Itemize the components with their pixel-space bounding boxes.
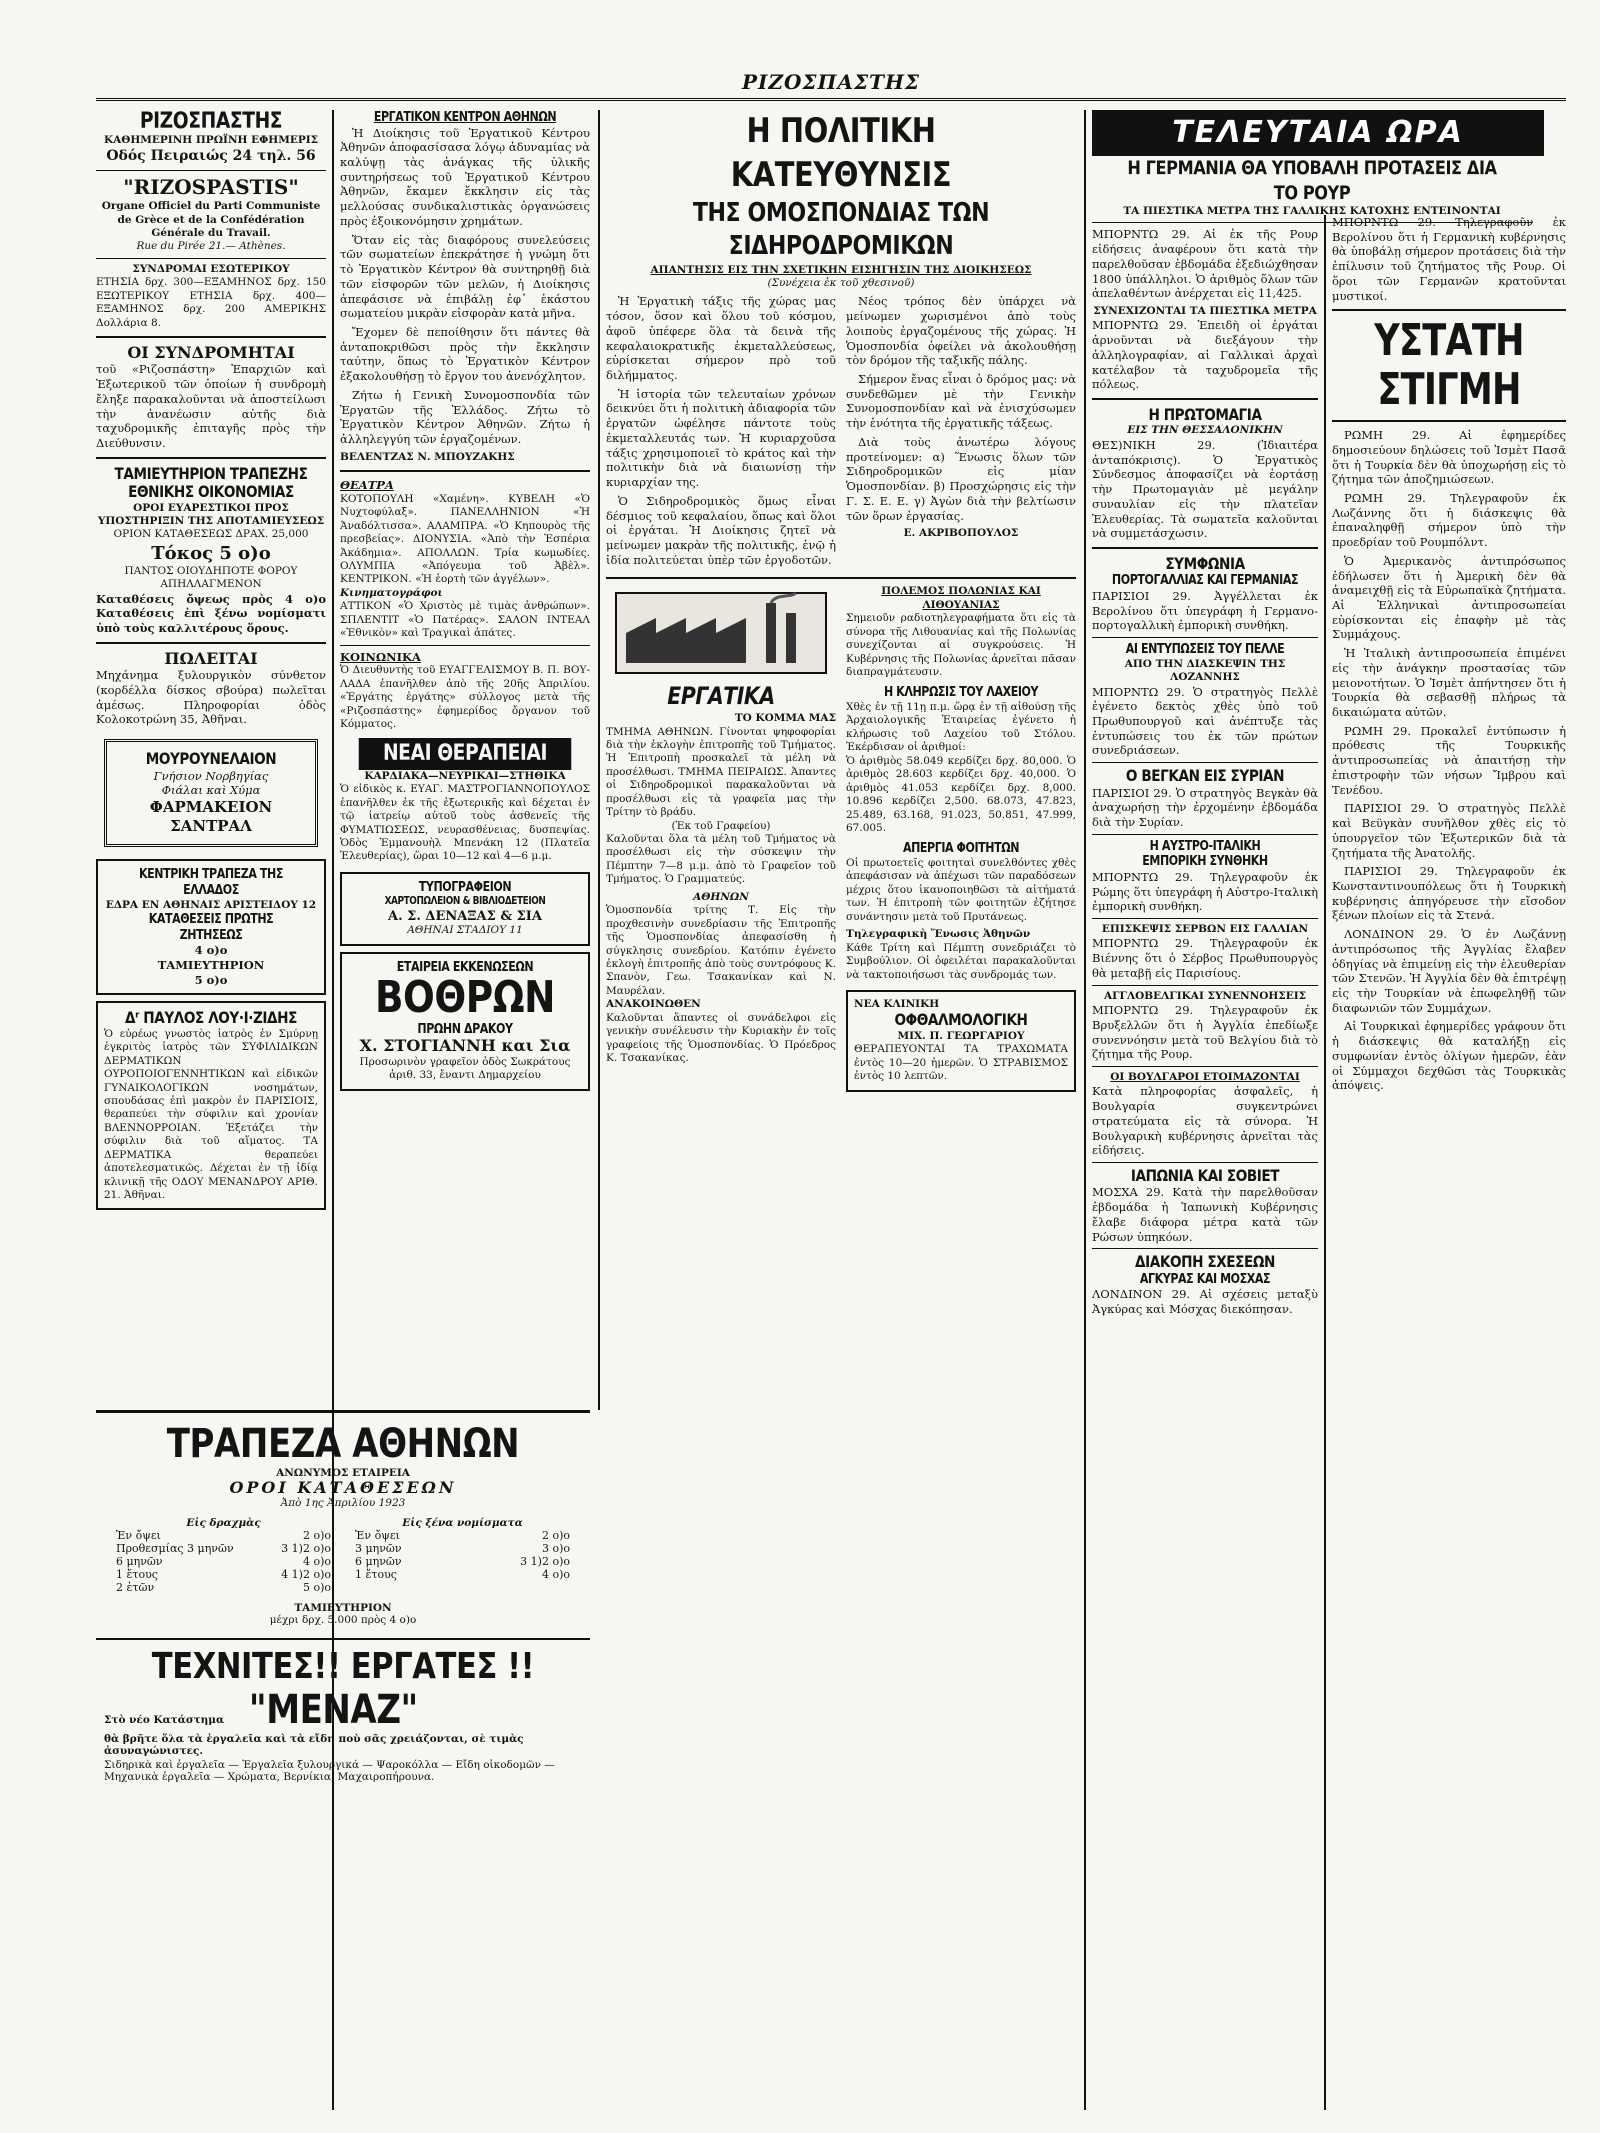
party-label: ΤΟ ΚΟΜΜΑ ΜΑΣ	[734, 712, 836, 725]
article-paragraph: Ἡ ἱστορία τῶν τελευταίων χρόνων δεικνύει ὅτι ἡ πολιτικὴ ἀδιαφορία τῶν ἐργατῶν ὠφέλησε πάντοτε τοὺς ἐκμεταλλευτάς των. Ἡ κυριαρχοῦσα τάξις χρησιμοποιεῖ τὸ κράτος καὶ τὴν πολιτικὴν διὰ νὰ διαιωνίσῃ τὴν κυριαρχίαν της.	[606, 386, 836, 490]
news-paragraph: Ἡ Ἰταλικὴ ἀντιπροσωπεία ἐπιμένει εἰς τὴν ἀνάγκην προστασίας τῶν μειονοτήτων. Ὁ Ἰσμὲτ ἀπήντησεν ὅτι ἡ Τουρκία θὰ σεβασθῇ πλήρως τὰ δικαιώματα αὐτῶν.	[1332, 646, 1566, 720]
divider	[96, 457, 326, 459]
cesspit-office: Προσωρινὸν γραφεῖον ὁδὸς Σωκράτους ἀριθ. 33, ἔναντι Δημαρχείου	[359, 1055, 571, 1082]
divider	[1092, 637, 1318, 638]
masthead: ΡΙΖΟΣΠΑΣΤΗΣ	[96, 70, 1566, 101]
lower-center	[606, 585, 1076, 1097]
cesspit-ad	[340, 952, 590, 1091]
lead-headline-2: ΤΗΣ ΟΜΟΣΠΟΝΔΙΑΣ ΤΩΝ ΣΙΔΗΡΟΔΡΟΜΙΚΩΝ	[692, 198, 990, 262]
rates-drachma-heading: Εἰς δραχμὰς	[186, 1517, 261, 1530]
news-paragraph: Αἱ Τουρκικαὶ ἐφημερίδες γράφουν ὅτι ἡ διάσκεψις θὰ καταλήξῃ εἰς συμφωνίαν ἐντὸς ὀλίγων ἡμερῶν, ἐὰν οἱ Σύμμαχοι δεχθῶσι τὰς Τουρκικὰς ἀπόψεις.	[1332, 1019, 1566, 1093]
french-subtitle: Organe Officiel du Parti Communiste de Grèce et de la Confédération Générale du Travail.	[101, 200, 321, 239]
lead-headline: Η ΠΟΛΙΤΙΚΗ ΚΑΤΕΥΘΥΝΣΙΣ	[730, 111, 952, 195]
theatre-text: ΚΟΤΟΠΟΥΛΗ «Χαμένη». ΚΥΒΕΛΗ «Ὁ Νυχτοφύλαξ». ΠΑΝΕΛΛΗΝΙΟΝ «Ἡ Ἀναδόλτισσα». ΑΛΑΜΠΡΑ. «Ὁ Κηπουρὸς τῆς πρεσβείας». ΔΙΟΝΥΣΙΑ. «Ἀπὸ τὴν Ἑσπέρια Ἀκάδημια». ΑΠΟΛΛΩΝ. Τρία κωμωδίες. ΟΛΥΜΠΙΑ «Ἀπόγευμα τοῦ Ἀβὲλ». ΚΕΝΤΡΙΚΟΝ. «Ἡ ἑορτὴ τῶν ἀγγέλων».	[340, 492, 590, 586]
rate-value: 4 ο)ο	[302, 1555, 331, 1569]
news-column	[846, 585, 1076, 1097]
workers-text2: θὰ βρῆτε ὅλα τὰ ἐργαλεῖα καὶ τὰ εἴδη ποὺ σᾶς χρειάζονται, σὲ τιμὰς ἀσυναγώνιστες.	[104, 1733, 524, 1758]
austro-sub: ΕΜΠΟΡΙΚΗ ΣΥΝΘΗΚΗ	[1142, 854, 1268, 870]
central-bank-seat: ΕΔΡΑ ΕΝ ΑΘΗΝΑΙΣ ΑΡΙΣΤΕΙΔΟΥ 12	[105, 898, 317, 911]
workers-text: Στὸ νέο Κατάστημα	[104, 1714, 225, 1727]
lead-news-text: ΜΠΟΡΝΤΩ 29. Αἱ ἐκ τῆς Ρουρ εἰδήσεις ἀναφέρουν ὅτι κατὰ τὴν παρελθοῦσαν ἑβδομάδα ἐξεδιώχθησαν 1800 ὑπάλληλοι. Ὁ ἀριθμὸς ὅλων τῶν ἀπελαθέντων ἀνέρχεται εἰς 11,425.	[1092, 227, 1318, 301]
poland-heading: ΠΟΛΕΜΟΣ ΠΟΛΩΝΙΑΣ ΚΑΙ ΛΙΘΟΥΑΝΙΑΣ	[881, 585, 1041, 611]
austro-text: ΜΠΟΡΝΤΩ 29. Τηλεγραφοῦν ἐκ Ρώμης ὅτι ὑπεγράφη ἡ Αὐστρο-Ιταλικὴ ἐμπορικὴ συνθήκη.	[1092, 869, 1318, 914]
doctor-text: Ὁ εὐρέως γνωστὸς ἰατρὸς ἐν Σμύρνῃ ἐγκριτὸς ἰατρὸς τῶν ΣΥΦΙΛΙΔΙΚΩΝ ΔΕΡΜΑΤΙΚΩΝ ΟΥΡΟΠΟΙΟΓΕΝΝΗΤΙΚΩΝ καὶ εἰδικῶν ΓΥΝΑΙΚΟΛΟΓΙΚΩΝ νοσημάτων, σπουδάσας ἐπὶ μακρὸν ἐν ΠΑΡΙΣΙΟΙΣ, θεραπεύει τὴν σύφιλιν καὶ χρονίαν ΒΛΕΝΝΟΡΡΟΙΑΝ. Ἐξετάζει τὴν σύφιλιν διὰ τοῦ αἵματος. ΤΑ ΔΕΡΜΑΤΙΚΑ θεραπεύει ἀποτελεσματικῶς. Δέχεται ἐν τῇ ἰδίᾳ κλινικῇ τῆς ΟΔΟΥ ΜΕΝΑΝΔΡΟΥ ΑΡΙΘ. 21. Ἀθῆναι.	[104, 1027, 318, 1201]
divider	[1092, 985, 1318, 986]
lead-news-heading: Η ΓΕΡΜΑΝΙΑ ΘΑ ΥΠΟΒΑΛΗ ΠΡΟΤΑΣΕΙΣ ΔΙΑ ΤΟ ΡΟΥΡ	[1127, 157, 1497, 204]
poland-text: Σημειοῦν ραδιοτηλεγραφήματα ὅτι εἰς τὰ σύνορα τῆς Λιθουανίας καὶ τῆς Πολωνίας συνεχίζονται αἱ συγκρούσεις. Ἡ Κυβέρνησις τῆς Πολωνίας ἀρνεῖται πᾶσαν διαπραγμάτευσιν.	[846, 612, 1076, 678]
printing-sub: ΧΑΡΤΟΠΩΛΕΙΟΝ & ΒΙΒΛΙΟΔΕΤΕΙΟΝ	[384, 895, 546, 908]
divider	[340, 645, 590, 646]
lead-subhead: ΑΠΑΝΤΗΣΙΣ ΕΙΣ ΤΗΝ ΣΧΕΤΙΚΗΝ ΕΙΣΗΓΗΣΙΝ ΤΗΣ ΔΙΟΙΚΗΣΕΩΣ	[650, 263, 1032, 276]
rate-value: 2 ο)ο	[302, 1529, 331, 1543]
weygand-text: ΠΑΡΙΣΙΟΙ 29. Ὁ στρατηγὸς Βεγκὰν θὰ ἀναχωρήσῃ τὴν ἐρχομένην ἑβδομάδα διὰ τὴν Συρίαν.	[1092, 785, 1318, 829]
subscriptions-text: ΕΤΗΣΙΑ δρχ. 300—ΕΞΑΜΗΝΟΣ δρχ. 150 ΕΞΩΤΕΡΙΚΟΥ ΕΤΗΣΙΑ δρχ. 400—ΕΞΑΜΗΝΟΣ δρχ. 200 ΑΜΕΡΙΚΗΣ Δολλάρια 8.	[96, 276, 326, 329]
rate-label: 1 ἔτους	[116, 1568, 158, 1582]
cinema-heading: Κινηματογράφοι	[340, 586, 443, 599]
ergatika-logo: ΕΡΓΑΤΙΚΑ	[667, 682, 775, 711]
pact-text: ΠΑΡΙΣΙΟΙ 29. Ἀγγέλλεται ἐκ Βερολίνου ὅτι ὑπεγράφη ἡ Γερμανο-πορτογαλλικὴ ἐμπορικὴ συνθήκη.	[1092, 588, 1318, 633]
bulgar-text: Κατὰ πληροφορίας ἀσφαλεῖς, ἡ Βουλγαρία συγκεντρώνει στρατεύματα εἰς τὰ σύνορα. Ἡ Βουλγαρικὴ κυβέρνησις ἀρνεῖται τὰς εἰδήσεις.	[1092, 1084, 1318, 1158]
rate-row	[116, 1568, 331, 1581]
deposit-terms: ΟΡΟΙ ΚΑΤΑΘΕΣΕΩΝ	[229, 1478, 457, 1497]
ophthalmology-text: ΘΕΡΑΠΕΥΟΝΤΑΙ ΤΑ ΤΡΑΧΩΜΑΤΑ ἐντὸς 10—20 ἡμερῶν. Ὁ ΣΤΡΑΒΙΣΜΟΣ ἐντὸς 10 λεπτῶν.	[854, 1043, 1068, 1083]
central-bank-deposits: ΚΑΤΑΘΕΣΕΙΣ ΠΡΩΤΗΣ ΖΗΤΗΣΕΩΣ	[148, 912, 274, 943]
rate-row	[116, 1555, 331, 1568]
social-text: Ὁ Διευθυντὴς τοῦ ΕΥΑΓΓΕΛΙΣΜΟΥ Β. Π. ΒΟΥ-ΛΑΔΑ ἐπανῆλθεν ἀπὸ τῆς 20ῆς Ἀπριλίου. «Ἐργάτης ἐργάτης» σύλλογος μετὰ τῆς «Ριζοσπάστης» ἐφημερίδος ὄργανον τοῦ Κόμματος.	[340, 664, 590, 731]
divider	[1092, 1162, 1318, 1163]
rate-row	[355, 1542, 570, 1555]
murunelaion-sub: Γνήσιον Νορβηγίας	[153, 768, 269, 783]
divider	[96, 170, 326, 171]
printing-address: ΑΘΗΝΑΙ ΣΤΑΔΙΟΥ 11	[407, 924, 523, 937]
bulgar-heading: ΟΙ ΒΟΥΛΓΑΡΟΙ ΕΤΟΙΜΑΖΟΝΤΑΙ	[1110, 1070, 1300, 1083]
central-bank-name: ΚΕΝΤΡΙΚΗ ΤΡΑΠΕΖΑ ΤΗΣ ΕΛΛΑΔΟΣ	[139, 867, 283, 898]
rate-label: Ἐν ὄψει	[116, 1529, 161, 1543]
lottery-heading: Η ΚΛΗΡΩΣΙΣ ΤΟΥ ΛΑΧΕΙΟΥ	[883, 685, 1039, 701]
divider	[1092, 1066, 1318, 1067]
divider	[1092, 834, 1318, 835]
news-paragraph: ΡΩΜΗ 29. Αἱ ἐφημερίδες δημοσιεύουν δηλώσεις τοῦ Ἰσμὲτ Πασᾶ ὅτι ἡ Τουρκία δὲν θὰ ὑποχωρήσῃ εἰς τὸ ζήτημα τῶν ἀποζημιώσεων.	[1332, 428, 1566, 487]
break-heading: ΔΙΑΚΟΠΗ ΣΧΕΣΕΩΝ	[1135, 1252, 1275, 1272]
social-heading: ΚΟΙΝΩΝΙΚΑ	[340, 649, 421, 664]
central-bank-rate2: 5 ο)ο	[194, 972, 228, 987]
serbo-heading: ΕΠΙΣΚΕΨΙΣ ΣΕΡΒΩΝ ΕΙΣ ΓΑΛΛΙΑΝ	[1101, 923, 1309, 936]
rate-value: 3 ο)ο	[541, 1542, 570, 1556]
new-therapies-sub: ΚΑΡΔΙΑΚΑ—ΝΕΥΡΙΚΑΙ—ΣΤΗΘΙΚΑ	[364, 769, 566, 782]
paper-subtitle: ΚΑΘΗΜΕΡΙΝΗ ΠΡΩΪΝΗ ΕΦΗΜΕΡΙΣ	[103, 134, 319, 147]
break-text: ΛΟΝΔΙΝΟΝ 29. Αἱ σχέσεις μεταξὺ Ἀγκύρας καὶ Μόσχας διεκόπησαν.	[1092, 1287, 1318, 1316]
news-paragraph: ΛΟΝΔΙΝΟΝ 29. Ὁ ἐν Λωζάννῃ ἀντιπρόσωπος τῆς Ἀγγλίας ἔλαβεν ὁδηγίας νὰ ἐπιμείνῃ εἰς τὴν ἐλευθερίαν τῶν Στενῶν. Ἡ Ἀγγλία δὲν θὰ ἐπιτρέψῃ εἰς τὴν Τουρκίαν νὰ ἐπωφεληθῇ τῶν διαφωνιῶν τῶν Συμμάχων.	[1332, 927, 1566, 1015]
lead-article-left	[606, 294, 836, 571]
rates-foreign	[355, 1517, 570, 1594]
column-3	[606, 110, 1076, 2110]
for-sale-text: Μηχάνημα ξυλουργικὸν σύνθετον (κορδέλλα δίσκος σβούρα) πωλεῖται ἀμέσως. Πληροφορίαι ὁδὸς Κολοκοτρώνη 35, Ἀθῆναι.	[96, 668, 326, 727]
subscriptions-heading: ΣΥΝΔΡΟΜΑΙ ΕΣΩΤΕΡΙΚΟΥ	[132, 262, 290, 275]
labour-centre-title: ΕΡΓΑΤΙΚΟΝ ΚΕΝΤΡΟΝ ΑΘΗΝΩΝ	[373, 110, 557, 125]
savings-bank-rate: Τόκος 5 ο)ο	[151, 542, 271, 564]
article-paragraph: Ὁ Σιδηροδρομικὸς ὅμως εἶναι δέσμιος τοῦ κεφαλαίου, ὅπως καὶ ὅλοι οἱ ἐργάται. Ἡ Διοίκησις ζητεῖ νὰ μείνωμεν μακρὰν τῆς πολιτικῆς, ἐνῷ ἡ ἰδία πολιτεύεται ὑπὲρ τῶν ἐργοδοτῶν.	[606, 493, 836, 567]
rates-table	[116, 1517, 570, 1594]
finance-text: ΜΠΟΡΝΤΩ 29. Τηλεγραφοῦν ἐκ Βρυξελλῶν ὅτι ἡ Ἀγγλία ἐπεδίωξε συνεννόησιν μετὰ τοῦ Βελγίου διὰ τὸ ζήτημα τῆς Ρουρ.	[1092, 1003, 1318, 1062]
rate-row	[355, 1529, 570, 1542]
weygand-heading: Ο ΒΕΓΚΑΝ ΕΙΣ ΣΥΡΙΑΝ	[1125, 766, 1285, 786]
ophthalmology-ad	[846, 990, 1076, 1092]
paper-title: ΡΙΖΟΣΠΑΣΤΗΣ	[139, 109, 283, 134]
athens-bank-type: ΑΝΩΝΥΜΟΣ ΕΤΑΙΡΕΙΑ	[276, 1467, 410, 1479]
rate-label: 3 μηνῶν	[355, 1542, 402, 1556]
divider	[1332, 420, 1566, 422]
cesspit-heading: ΕΤΑΙΡΕΙΑ ΕΚΚΕΝΩΣΕΩΝ	[396, 959, 534, 975]
finance-heading: ΑΓΓΛΟΒΕΛΓΙΚΑΙ ΣΥΝΕΝΝΟΗΣΕΙΣ	[1103, 989, 1307, 1002]
rate-row	[355, 1555, 570, 1568]
savings-bank-sub: ΟΡΟΙ ΕΥΑΡΕΣΤΙΚΟΙ ΠΡΟΣ ΥΠΟΣΤΗΡΙΞΙΝ ΤΗΣ ΑΠΟΤΑΜΙΕΥΣΕΩΣ	[97, 501, 325, 527]
article-paragraph: Σήμερον ἔνας εἶναι ὁ δρόμος μας: νὰ συνδεθῶμεν μὲ τὴν Γενικὴν Συνομοσπονδίαν καὶ νὰ ἐνισχύσωμεν τὴν ἑνότητα τῆς ἐργατικῆς τάξεως.	[846, 372, 1076, 431]
column-rule	[1084, 110, 1086, 2110]
lead-news-sub: ΤΑ ΠΙΕΣΤΙΚΑ ΜΕΤΡΑ ΤΗΣ ΓΑΛΛΙΚΗΣ ΚΑΤΟΧΗΣ ΕΝΤΕΙΝΟΝΤΑΙ	[1123, 205, 1501, 218]
divider	[1092, 547, 1318, 549]
athens-heading: ΑΘΗΝΩΝ	[693, 890, 749, 903]
french-address: Rue du Pirée 21.— Athènes.	[136, 240, 286, 253]
savings-bank-heading: ΤΑΜΙΕΥΤΗΡΙΟΝ ΤΡΑΠΕΖΗΣ ΕΘΝΙΚΗΣ ΟΙΚΟΝΟΜΙΑΣ	[114, 463, 308, 502]
paper-address: Οδός Πειραιώς 24 τηλ. 56	[106, 147, 316, 164]
cesspit-big: ΒΟΘΡΩΝ	[374, 972, 556, 1024]
divider	[96, 642, 326, 644]
ophthalmology-clinic: ΝΕΑ ΚΛΙΝΙΚΗ	[854, 997, 940, 1010]
divider	[606, 577, 1076, 579]
savings-bank-limit: ΟΡΙΟΝ ΚΑΤΑΘΕΣΕΩΣ ΔΡΑΧ. 25,000	[113, 528, 309, 541]
menaz-brand: "ΜΕΝΑΖ"	[248, 1687, 418, 1734]
pelle-text: ΜΠΟΡΝΤΩ 29. Ὁ στρατηγὸς Πελλὲ ἐγένετο δεκτὸς χθὲς ὑπὸ τοῦ Πρωθυπουργοῦ καὶ ἀνέπτυξε τὰς ἐντυπώσεις του ἐκ τῶν πρώτων συνεδριάσεων.	[1092, 684, 1318, 758]
rate-row	[116, 1581, 331, 1594]
cesspit-sub: ΠΡΩΗΝ ΔΡΑΚΟΥ	[417, 1021, 513, 1037]
rate-row	[355, 1568, 570, 1581]
murunelaion-title: ΜΟΥΡΟΥΝΕΛΑΙΟΝ	[145, 749, 277, 769]
new-therapies-text: Ὁ εἰδικὸς κ. ΕΥΑΓ. ΜΑΣΤΡΟΓΙΑΝΝΟΠΟΥΛΟΣ ἐπανῆλθεν ἐκ τῆς ἐξωτερικῆς καὶ δέχεται ἐν τῷ ἰατρείῳ αὐτοῦ τοὺς ἀσθενεῖς τῆς ΦΥΜΑΤΙΩΣΕΩΣ, νευρασθένειας, δυσπεψίας. Ὁδὸς Ἐμμανουὴλ Μπενάκη 12 (Πλατεῖα Ἐλευθερίας), ὥραι 10—12 καὶ 4—6 μ.μ.	[340, 783, 590, 863]
party-office: (Ἐκ τοῦ Γραφείου)	[671, 819, 771, 832]
column-rule	[598, 110, 600, 1410]
strike-text: Οἱ πρωτοετεῖς φοιτηταὶ συνελθόντες χθὲς ἀπεφάσισαν νὰ ἀπέχωσι τῶν παραδόσεων μέχρις ὅτου ἱκανοποιηθῶσι τὰ αἰτήματά των. Ἡ ἐπιτροπὴ τῶν φοιτητῶν ἐζήτησε συνάντησιν μετὰ τοῦ Πρυτάνεως.	[846, 857, 1076, 923]
pact-sub: ΠΟΡΤΟΓΑΛΛΙΑΣ ΚΑΙ ΓΕΡΜΑΝΙΑΣ	[1111, 573, 1299, 589]
terms-date: Ἀπὸ 1ης Ἀπριλίου 1923	[280, 1497, 406, 1510]
rate-row	[116, 1542, 331, 1555]
news-text: ΜΠΟΡΝΤΩ 29. Τηλεγραφοῦν ἐκ Βερολίνου ὅτι ἡ Γερμανικὴ κυβέρνησις θὰ ὑποβάλῃ σήμερον προτάσεις διὰ τὴν ἐπίλυσιν τοῦ ζητήματος τῆς Ρουρ. Οἱ ὅροι τῶν Γερμανῶν κρατοῦνται μυστικοί.	[1332, 215, 1566, 303]
pelle-heading: ΑΙ ΕΝΤΥΠΩΣΕΙΣ ΤΟΥ ΠΕΛΛΕ	[1125, 642, 1285, 658]
rate-label: 1 ἔτους	[355, 1568, 397, 1582]
article-paragraph: Νέος τρόπος δὲν ὑπάρχει νὰ μείνωμεν χωρισμένοι ἀπὸ τοὺς λοιποὺς ἐργαζομένους τῆς χώρας. Ἡ Ὁμοσπονδία ὀφείλει νὰ ἀκολουθήσῃ τὸν δρόμον τῆς ταξικῆς πάλης.	[846, 294, 1076, 368]
new-therapies-heading: ΝΕΑΙ ΘΕΡΑΠΕΙΑΙ	[359, 738, 572, 770]
article-paragraph: Ζήτω ἡ Γενικὴ Συνομοσπονδία τῶν Ἐργατῶν τῆς Ἑλλάδος. Ζήτω τὸ Ἐργατικὸν Κέντρον Ἀθηνῶν. Ζήτω ἡ ἀλληλεγγύη τῶν ἐργαζομένων.	[340, 387, 590, 446]
article-paragraph: Ἡ Διοίκησις τοῦ Ἐργατικοῦ Κέντρου Ἀθηνῶν ἀποφασίσασα λόγῳ ἀδυναμίας νὰ καλύψῃ τὰς ἀνάγκας τῆς ὑλικῆς συντηρήσεως τοῦ Ἐργατικοῦ Κέντρου Ἀθηνῶν, ἔκαμεν ἔκκλησιν εἰς τὰς μελλούσας συνδικαλιστικὰς ὀργανώσεις πρὸς ἐξοικονόμησιν χρημάτων.	[340, 125, 590, 228]
printing-ad	[340, 872, 590, 946]
serbo-text: ΜΠΟΡΝΤΩ 29. Τηλεγραφοῦν ἐκ Βιέννης ὅτι ὁ Σέρβος Πρωθυπουργὸς θὰ μεταβῇ εἰς Παρισίους.	[1092, 936, 1318, 980]
savings-bank-text: Καταθέσεις ὄψεως πρὸς 4 ο)ο Καταθέσεις ἐπὶ ξένω νομίσματι ὑπὸ τοὺς καλλιτέρους ὅρους.	[96, 591, 326, 636]
divider	[96, 258, 326, 259]
rate-label: Ἐν ὄψει	[355, 1529, 400, 1543]
article-paragraph: Ἡ Ἐργατικὴ τάξις τῆς χώρας μας τόσον, ὅσον καὶ ὅλου τοῦ κόσμου, ἀφοῦ ὑπέφερε ὅλα τὰ δεινὰ τῆς κεφαλαιοκρατικῆς ἐκμεταλλεύσεως, εὑρίσκεται σήμερον πρὸ τοῦ διλήμματος.	[606, 294, 836, 383]
japan-text: ΜΟΣΧΑ 29. Κατὰ τὴν παρελθοῦσαν ἑβδομάδα ἡ Ἰαπωνικὴ Κυβέρνησις ἔλαβε διάφορα μέτρα κατὰ τῶν Ρώσων ὑπηκόων.	[1092, 1185, 1318, 1244]
austro-heading: Η ΑΥΣΤΡΟ-ΙΤΑΛΙΚΗ	[1149, 838, 1261, 854]
printing-heading: ΤΥΠΟΓΡΑΦΕΙΟΝ	[418, 879, 512, 895]
factory-icon	[616, 593, 826, 673]
news-paragraph: Ὁ Ἀμερικανὸς ἀντιπρόσωπος ἐδήλωσεν ὅτι ἡ Ἀμερικὴ δὲν θὰ ἀναμειχθῇ εἰς τὰ Εὐρωπαϊκὰ ζητήματα. Αἱ Ἑλληνικαὶ ἀντιπροσωπείαι εὑρίσκονται εἰς ἐπαφὴν μὲ τὰς Συμμάχους.	[1332, 553, 1566, 642]
french-title: "RIZOSPASTIS"	[123, 174, 299, 199]
last-moment-heading: ΥΣΤΑΤΗ ΣΤΙΓΜΗ	[1374, 315, 1524, 415]
rate-value: 4 1)2 ο)ο	[281, 1568, 331, 1582]
divider	[1092, 762, 1318, 763]
article-paragraph: Ἔχομεν δὲ πεποίθησιν ὅτι πάντες θὰ ἀνταποκριθῶσι πρὸς τὴν ἔκκλησιν ταύτην, ὅπως τὸ Ἐργατικὸν Κέντρον ἐξακολουθήσῃ τὸ ἔργον του ἀνενόχλητον.	[340, 324, 590, 384]
column-rule	[1324, 215, 1326, 2110]
central-bank-savings: ΤΑΜΙΕΥΤΗΡΙΟΝ	[157, 957, 265, 972]
divider	[340, 470, 590, 472]
measures-heading: ΣΥΝΕΧΙΖΟΝΤΑΙ ΤΑ ΠΙΕΣΤΙΚΑ ΜΕΤΡΑ	[1093, 305, 1317, 318]
central-bank-rate1: 4 ο)ο	[194, 943, 228, 958]
divider	[1092, 918, 1318, 919]
rate-value: 4 ο)ο	[541, 1568, 570, 1582]
rate-value: 3 1)2 ο)ο	[520, 1555, 570, 1569]
news-paragraph: ΡΩΜΗ 29. Προκαλεῖ ἐντύπωσιν ἡ πρόθεσις τῆς Τουρκικῆς ἀντιπροσωπείας νὰ ἀπαιτήσῃ τὴν ἐπιστροφὴν τῶν νήσων Ἴμβρου καὶ Τενέδου.	[1332, 723, 1566, 797]
telegraph-heading: Τηλεγραφικὴ Ἕνωσις Ἀθηνῶν	[846, 928, 1031, 941]
rate-label: 6 μηνῶν	[355, 1555, 402, 1569]
may-day-sub: ΕΙΣ ΤΗΝ ΘΕΣΣΑΛΟΝΙΚΗΝ	[1127, 424, 1283, 437]
announcement-heading: ΑΝΑΚΟΙΝΩΘΕΝ	[606, 998, 701, 1011]
divider	[96, 336, 326, 338]
rates-foreign-heading: Εἰς ξένα νομίσματα	[402, 1517, 523, 1530]
subscribers-heading: ΟΙ ΣΥΝΔΡΟΜΗΤΑΙ	[127, 343, 295, 363]
theatre-heading: ΘΕΑΤΡΑ	[340, 478, 394, 493]
news-paragraph: ΠΑΡΙΣΙΟΙ 29. Ὁ στρατηγὸς Πελλὲ καὶ Βεϋγκὰν συνῆλθον χθὲς εἰς τὸ ὑπουργεῖον τῶν Ἐξωτερικῶν διὰ τὰ ζητήματα τῆς Ἀνατολῆς.	[1332, 801, 1566, 860]
rate-label: 2 ἐτῶν	[116, 1581, 155, 1595]
cesspit-name: Χ. ΣΤΟΓΙΑΝΝΗ και Σια	[359, 1036, 571, 1056]
lead-signature: Ε. ΑΚΡΙΒΟΠΟΥΛΟΣ	[903, 527, 1019, 540]
signature: ΒΕΛΕΝΤΖΑΣ Ν. ΜΠΟΥΖΑΚΗΣ	[340, 450, 515, 463]
column-5	[1332, 215, 1566, 2110]
rate-value: 3 1)2 ο)ο	[281, 1542, 331, 1556]
ophthalmology-doctor: ΜΙΧ. Π. ΓΕΩΡΓΑΡΙΟΥ	[897, 1029, 1025, 1042]
lead-article-right	[846, 294, 1076, 571]
pact-heading: ΣΥΜΦΩΝΙΑ	[1165, 553, 1245, 573]
for-sale-heading: ΠΩΛΕΙΤΑΙ	[164, 648, 258, 668]
japan-heading: ΙΑΠΩΝΙΑ ΚΑΙ ΣΟΒΙΕΤ	[1130, 1165, 1280, 1185]
break-sub: ΑΓΚΥΡΑΣ ΚΑΙ ΜΟΣΧΑΣ	[1139, 1271, 1271, 1287]
savings-rate: μέχρι δρχ. 5.000 πρὸς 4 ο)ο	[269, 1614, 417, 1627]
central-bank-ad	[96, 859, 326, 995]
article-paragraph: Διὰ τοὺς ἀνωτέρω λόγους προτείνομεν: α) Ἕνωσις ὅλων τῶν Σιδηροδρομικῶν εἰς μίαν Ὁμοσπονδίαν. β) Προσχώρησις εἰς τὴν Γ. Σ. Ε. Ε. γ) Ἀγὼν διὰ τὴν βελτίωσιν τῶν ὅρων ἐργασίας.	[846, 434, 1076, 523]
divider	[1092, 1248, 1318, 1249]
lottery-numbers: Ὁ ἀριθμὸς 58.049 κερδίζει δρχ. 80,000. Ὁ ἀριθμὸς 28.603 κερδίζει δρχ. 40,000. Ὁ ἀριθμὸς 41.053 κερδίζει δρχ. 8,000. 10.896 κερδίζει 2,500. 68.073, 47.823, 25.489, 63.168, 91.023, 50.851, 47.999, 67.005.	[846, 754, 1076, 834]
divider	[1332, 309, 1566, 311]
rate-value: 5 ο)ο	[302, 1581, 331, 1595]
doctor-name: Δʳ ΠΑΥΛΟΣ ΛΟΥ·Ι·ΖΙΔΗΣ	[125, 1008, 297, 1028]
athens-text: Ὁμοσπονδία τρίτης Τ. Εἰς τὴν προχθεσινὴν συνεδρίασιν τῆς Ἐπιτροπῆς τῆς Ὁμοσπονδίας ἀπεφασίσθη ἡ σύγκλησις συνεδρίου. Κατόπιν ἐγένετο ἐκλογὴ ἐπιτροπῆς ἀπὸ τοὺς συντρόφους Κ. Σπανὸν, Γεω. Τσακανίκαν καὶ Ν. Μαυρέλαν.	[606, 904, 836, 997]
news-paragraph: ΡΩΜΗ 29. Τηλεγραφοῦν ἐκ Λωζάννης ὅτι ἡ διάσκεψις θὰ ἐπαναληφθῇ σήμερον ὑπὸ τὴν προεδρίαν τοῦ Ρουμπόλντ.	[1332, 490, 1566, 550]
telegraph-text: Κάθε Τρίτη καὶ Πέμπτη συνεδριάζει τὸ Συμβούλιον. Οἱ ὀφειλέται παρακαλοῦνται νὰ τακτοποιήσωσι τὰς συνδρομάς των.	[846, 941, 1076, 981]
savings-heading: ΤΑΜΙΕΥΤΗΡΙΟΝ	[294, 1602, 392, 1615]
rate-label: 6 μηνῶν	[116, 1555, 163, 1569]
measures-text: ΜΠΟΡΝΤΩ 29. Ἐπειδὴ οἱ ἐργάται ἀρνοῦνται νὰ διεξάγουν τὴν ἀλληλογραφίαν, αἱ Γαλλικαὶ ἀρχαὶ κατέλαβον τὰ ταχυδρομεῖα τῆς πόλεως.	[1092, 318, 1318, 392]
workers-list: Σιδηρικὰ καὶ ἐργαλεῖα — Ἐργαλεῖα ξυλουργικά — Ψαροκόλλα — Εἴδη οἰκοδομῶν — Μηχανικὰ ἐργαλεῖα — Χρώματα, Βερνίκια, Μαχαιροπήρουνα.	[104, 1759, 555, 1784]
rate-label: Προθεσμίας 3 μηνῶν	[116, 1542, 234, 1556]
athens-bank-ad	[96, 1410, 590, 2103]
athens-bank-name: ΤΡΑΠΕΖΑ ΑΘΗΝΩΝ	[166, 1421, 520, 1467]
doctor-ad	[96, 1001, 326, 1210]
menaz-line	[96, 1687, 590, 1733]
divider	[96, 1638, 590, 1640]
continued-note: (Συνέχεια ἐκ τοῦ χθεσινοῦ)	[767, 277, 915, 289]
savings-bank-tax: ΠΑΝΤΟΣ ΟΙΟΥΔΗΠΟΤΕ ΦΟΡΟΥ ΑΠΗΛΛΑΓΜΕΝΟΝ	[124, 564, 298, 591]
party-column	[606, 585, 836, 1097]
lottery-text: Χθὲς ἐν τῇ 11ῃ π.μ. ὥρᾳ ἐν τῇ αἰθούσῃ τῆς Ἀρχαιολογικῆς Ἑταιρείας ἐγένετο ἡ κλήρωσις τοῦ Λαχείου τοῦ Στόλου. Ἐκέρδισαν οἱ ἀριθμοί:	[846, 701, 1076, 754]
lead-article	[606, 294, 1076, 571]
murunelaion-ad	[104, 739, 318, 847]
pelle-sub: ΑΠΟ ΤΗΝ ΔΙΑΣΚΕΨΙΝ ΤΗΣ ΛΟΖΑΝΝΗΣ	[1124, 657, 1286, 684]
party-text2: Καλοῦνται ὅλα τὰ μέλη τοῦ Τμήματος νὰ προσέλθωσι εἰς τὴν σύσκεψιν τὴν Πέμπτην 7—8 μ.μ. ἀπὸ τὸ Γραφεῖον τοῦ Τμήματος. Ὁ Γραμματεύς.	[606, 833, 836, 886]
article-paragraph: Ὅταν εἰς τὰς διαφόρους συνελεύσεις τῶν σωματείων ἐπεκράτησε ἡ γνώμη ὅτι τὸ Ἐργατικὸν Κέντρον θὰ συντηρηθῇ διὰ τῶν εἰσφορῶν τῶν μελῶν, ἡ Διοίκησις ἀπεφάσισε νὰ ἐπιβάλῃ ἐφ᾽ ἑκάστου σωματείου μικρὰν εἰσφορὰν κατὰ μῆνα.	[340, 232, 590, 321]
divider	[1092, 398, 1318, 400]
news-paragraph: ΠΑΡΙΣΙΟΙ 29. Τηλεγραφοῦν ἐκ Κωνσταντινουπόλεως ὅτι ἡ Τουρκικὴ κυβέρνησις ἀπηγόρευσε τὴν εἴσοδον ξένων πλοίων εἰς τὰ Στενά.	[1332, 864, 1566, 923]
may-day-heading: Η ΠΡΩΤΟΜΑΓΙΑ	[1148, 405, 1262, 425]
cinema-text: ΑΤΤΙΚΟΝ «Ὁ Χριστὸς μὲ τιμὰς ἀνθρώπων». ΣΠΛΕΝΤΙΤ «Ὁ Πατέρας». ΣΑΛΟΝ ΙΝΤΕΑΛ «Ἐθνικὸν» καὶ Τραγικαὶ ἀπάτες.	[340, 600, 590, 640]
ophthalmology-heading: ΟΦΘΑΛΜΟΛΟΓΙΚΗ	[894, 1010, 1028, 1030]
last-hour-banner: ΤΕΛΕΥΤΑΙΑ ΩΡΑ	[1092, 110, 1544, 156]
murunelaion-sub2: Φιάλαι καὶ Χύμα	[161, 783, 261, 798]
printing-name: Α. Σ. ΔΕΝΑΞΑΣ & ΣΙΑ	[388, 908, 542, 924]
announcement-text: Καλοῦνται ἅπαντες οἱ συνάδελφοι εἰς γενικὴν συνέλευσιν τὴν Κυριακὴν ἐν τοῖς γραφείοις τῆς Ὁμοσπονδίας. Ὁ Πρόεδρος Κ. Τσακανίκας.	[606, 1011, 836, 1065]
strike-heading: ΑΠΕΡΓΙΑ ΦΟΙΤΗΤΩΝ	[902, 841, 1020, 857]
workers-heading: ΤΕΧΝΙΤΕΣ!! ΕΡΓΑΤΕΣ !!	[151, 1646, 535, 1688]
may-day-text: ΘΕΣ)ΝΙΚΗ 29. (Ἰδιαιτέρα ἀνταπόκρισις). Ὁ Ἐργατικὸς Σύνδεσμος ἀποφασίζει νὰ ἑορτάσῃ τὴν Πρωτομαγιὰν μὲ μεγάλην συναυλίαν εἰς τὴν πλατεῖαν Ἐλευθερίας. Τὰ σωματεῖα καλοῦνται νὰ συμμετάσχωσιν.	[1092, 437, 1318, 541]
rates-drachma	[116, 1517, 331, 1594]
rate-value: 2 ο)ο	[541, 1529, 570, 1543]
subscribers-text: τοῦ «Ριζοσπάστη» Ἐπαρχιῶν καὶ Ἐξωτερικοῦ τῶν ὁποίων ἡ συνδρομὴ ἔληξε παρακαλοῦνται νὰ ἀποστείλωσι τὴν ἀνανέωσιν αὐτῆς διὰ ταχυδρομικῆς ἐπιταγῆς πρὸς τὴν Διεύθυνσιν.	[96, 362, 326, 451]
party-text: ΤΜΗΜΑ ΑΘΗΝΩΝ. Γίνονται ψηφοφορίαι διὰ τὴν ἐκλογὴν ἐπιτροπῆς τοῦ Τμήματος. Ἡ Ἐπιτροπὴ προσκαλεῖ τὰ μέλη νὰ προσέλθωσι. ΤΜΗΜΑ ΠΕΙΡΑΙΩΣ. Ἀπαντες οἱ Σιδηροδρομικοὶ παρακαλοῦνται νὰ προσέλθωσι εἰς τὰ γραφεῖα μας τὴν Τρίτην τὸ βράδυ.	[606, 725, 836, 819]
rate-row	[116, 1529, 331, 1542]
murunelaion-shop: ΦΑΡΜΑΚΕΙΟΝ ΣΑΝΤΡΑΛ	[149, 798, 273, 836]
